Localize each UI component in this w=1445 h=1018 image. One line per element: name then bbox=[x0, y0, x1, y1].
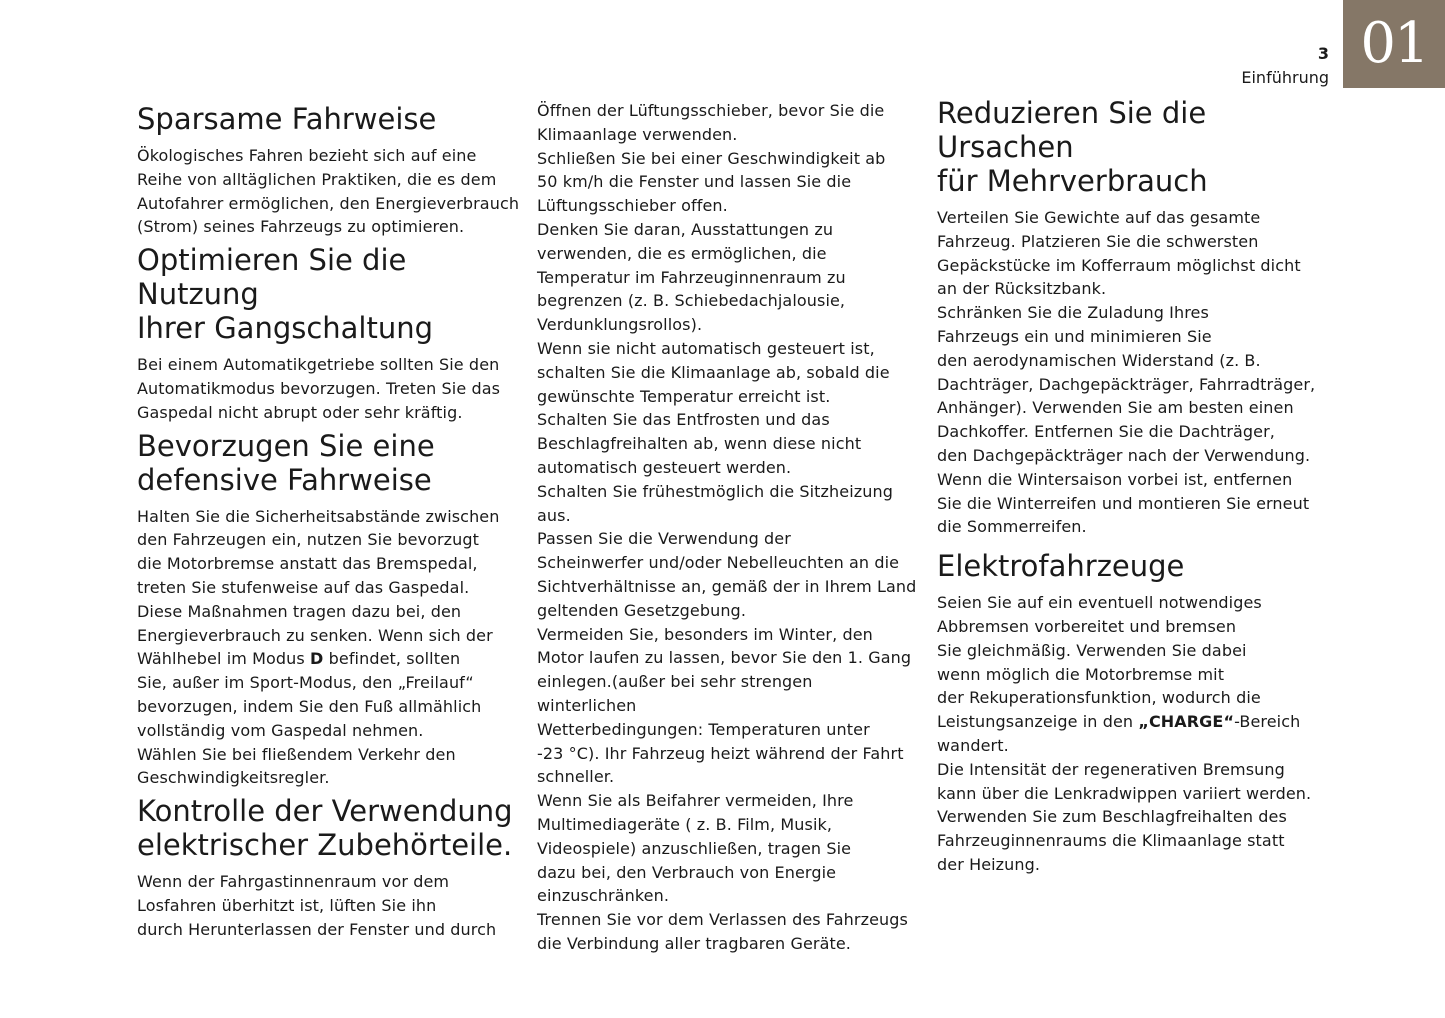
heading-mehrverbrauch: Reduzieren Sie die Ursachen für Mehrverbrauch bbox=[937, 96, 1208, 198]
charge-label: „CHARGE“ bbox=[1138, 712, 1235, 732]
heading-gangschaltung: Optimieren Sie die Nutzung Ihrer Gangschaltung bbox=[137, 243, 434, 346]
paragraph-zubehoerteile-continued: Öffnen der Lüftungsschieber, bevor Sie die Klimaanlage verwenden. Schließen Sie bei einer Geschwindigkeit ab 50 km/h die Fenster und lassen Sie die Lüftungsschieber offen. Denken Sie daran, Ausstattungen zu verwenden, die es ermöglichen, die Temperatur im Fahrzeuginnenraum zu begrenzen (z. B. Schiebedachjalousie, Verdunklungsrollos). Wenn sie nicht automatisch gesteuert ist, schalten Sie die Klimaanlage ab, sobald die gewünschte Temperatur erreicht ist. Schalten Sie das Entfrosten und das Beschlagfreihalten ab, wenn diese nicht automatisch gesteuert werden. Schalten Sie frühestmöglich die Sitzheizung aus. Passen Sie die Verwendung der Scheinwerfer und/oder Nebelleuchten an die Sichtverhältnisse an, gemäß der in Ihrem Land geltenden Gesetzgebung. Vermeiden Sie, besonders im Winter, den Motor laufen zu lassen, bevor Sie den 1. Gang einlegen.(außer bei sehr strengen winterlichen Wetterbedingungen: Temperaturen unter -23 °C). Ihr Fahrzeug heizt während der Fahrt schneller. Wenn Sie als Beifahrer vermeiden, Ihre Multimediageräte ( z. B. Film, Musik, Videospiele) anzuschließen, tragen Sie dazu bei, den Verbrauch von Energie einzuschränken. Trennen Sie vor dem Verlassen des Fahrzeugs die Verbindung aller tragbaren Geräte. bbox=[537, 101, 917, 953]
heading-elektrofahrzeuge: Elektrofahrzeuge bbox=[937, 549, 1185, 584]
column-left bbox=[137, 96, 527, 944]
text-segment: Halten Sie die Sicherheitsabstände zwischen den Fahrzeugen ein, nutzen Sie bevorzugt die Motorbremse anstatt das Bremspedal, treten Sie stufenweise auf das Gaspedal. Diese Maßnahmen tragen dazu bei, den Energieverbrauch zu senken. Wenn sich der Wählhebel im Modus bbox=[137, 506, 500, 669]
heading-zubehoerteile: Kontrolle der Verwendung elektrischer Zubehörteile. bbox=[137, 794, 513, 863]
text-segment: befindet, sollten Sie, außer im Sport-Modus, den „Freilauf“ bevorzugen, indem Sie den Fuß allmählich vollständig vom Gaspedal nehmen. Wählen Sie bei fließendem Verkehr den Geschwindigkeitsregler. bbox=[137, 649, 482, 788]
paragraph-elektrofahrzeuge bbox=[937, 591, 1317, 877]
text-segment: Seien Sie auf ein eventuell notwendiges Abbremsen vorbereitet und bremsen Sie gleichmäßig. Verwenden Sie dabei wenn möglich die Motorbremse mit der Rekuperationsfunktion, wodurch die Leistungsanzeige in den bbox=[937, 593, 1262, 732]
column-middle bbox=[537, 96, 917, 958]
paragraph-intro: Ökologisches Fahren bezieht sich auf eine Reihe von alltäglichen Praktiken, die es dem Autofahrer ermöglichen, den Energieverbrauch (Strom) seines Fahrzeugs zu optimieren. bbox=[137, 146, 520, 237]
paragraph-defensive-fahrweise bbox=[137, 505, 527, 791]
page-header bbox=[1241, 44, 1329, 90]
heading-sparsame-fahrweise: Sparsame Fahrweise bbox=[137, 102, 437, 136]
page-number: 3 bbox=[1317, 44, 1329, 63]
chapter-title: Einführung bbox=[1241, 68, 1329, 87]
paragraph-mehrverbrauch: Verteilen Sie Gewichte auf das gesamte Fahrzeug. Platzieren Sie die schwersten Gepäckstücke im Kofferraum möglichst dicht an der Rücksitzbank. Schränken Sie die Zuladung Ihres Fahrzeugs ein und minimieren Sie den aerodynamischen Widerstand (z. B. Dachträger, Dachgepäckträger, Fahrradträger, Anhänger). Verwenden Sie am besten einen Dachkoffer. Entfernen Sie die Dachträger, den Dachgepäckträger nach der Verwendung. Wenn die Wintersaison vorbei ist, entfernen Sie die Winterreifen und montieren Sie erneut die Sommerreifen. bbox=[937, 208, 1316, 537]
text-segment: -Bereich wandert. Die Intensität der regenerativen Bremsung kann über die Lenkradwippen variiert werden. Verwenden Sie zum Beschlagfreihalten des Fahrzeuginnenraums die Klimaanlage statt der Heizung. bbox=[937, 712, 1312, 874]
heading-defensive-fahrweise: Bevorzugen Sie eine defensive Fahrweise bbox=[137, 428, 435, 497]
mode-d-label: D bbox=[310, 649, 324, 669]
paragraph-gangschaltung: Bei einem Automatikgetriebe sollten Sie den Automatikmodus bevorzugen. Treten Sie das Gaspedal nicht abrupt oder sehr kräftig. bbox=[137, 355, 501, 422]
chapter-tab: 01 bbox=[1343, 0, 1445, 88]
paragraph-zubehoerteile: Wenn der Fahrgastinnenraum vor dem Losfahren überhitzt ist, lüften Sie ihn durch Herunterlassen der Fenster und durch bbox=[137, 872, 497, 939]
column-right bbox=[937, 96, 1317, 879]
